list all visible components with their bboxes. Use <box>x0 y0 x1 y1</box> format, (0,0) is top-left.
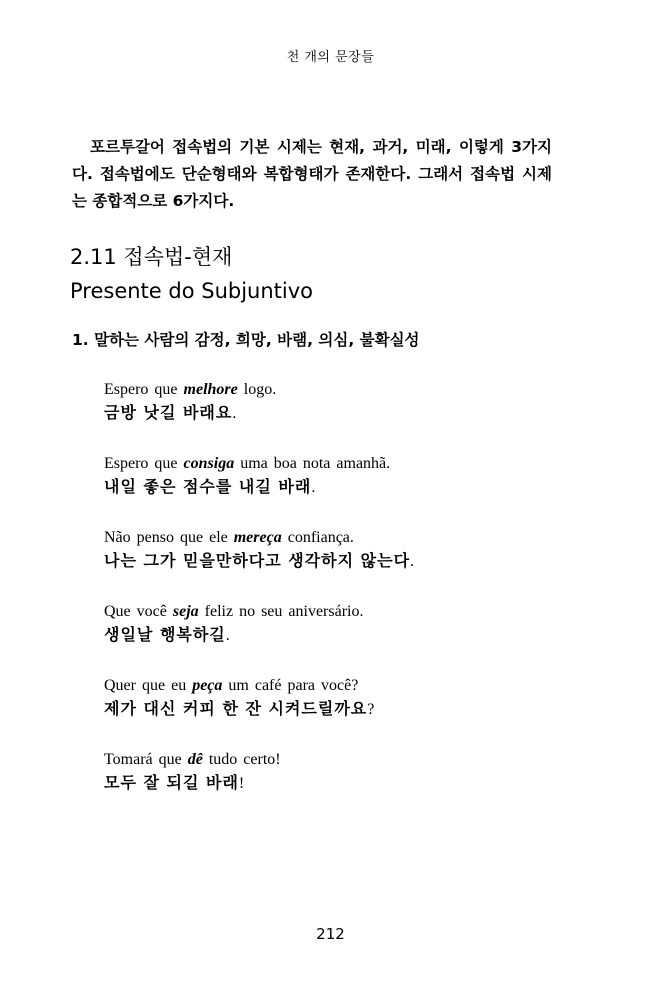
portuguese-sentence: Quer que eu peça um café para você? <box>104 677 359 694</box>
section-title-portuguese: Presente do Subjuntivo <box>70 279 314 303</box>
korean-translation: 내일 좋은 점수를 내길 바래. <box>104 477 317 496</box>
subjunctive-verb: melhore <box>183 381 238 398</box>
subsection-heading: 1. 말하는 사람의 감정, 희망, 바램, 의심, 불확실성 <box>72 331 420 349</box>
subjunctive-verb: seja <box>172 603 199 620</box>
portuguese-sentence: Espero que consiga uma boa nota amanhã. <box>104 455 391 472</box>
example-item <box>104 676 584 750</box>
example-item <box>104 602 584 676</box>
korean-translation: 생일날 행복하길. <box>104 625 231 644</box>
subjunctive-verb: mereça <box>233 529 282 546</box>
portuguese-sentence: Espero que melhore logo. <box>104 381 277 398</box>
page-number: 212 <box>316 925 345 943</box>
section-heading <box>70 240 590 308</box>
korean-translation: 모두 잘 되길 바래! <box>104 773 246 792</box>
korean-translation: 나는 그가 믿을만하다고 생각하지 않는다. <box>104 551 416 570</box>
section-title-korean: 2.11 접속법-현재 <box>70 245 233 269</box>
example-item <box>104 750 584 824</box>
example-item <box>104 528 584 602</box>
example-list <box>104 380 584 824</box>
subjunctive-verb: dê <box>187 751 203 768</box>
portuguese-sentence: Que você seja feliz no seu aniversário. <box>104 603 364 620</box>
portuguese-sentence: Não penso que ele mereça confiança. <box>104 529 354 546</box>
subjunctive-verb: consiga <box>183 455 235 472</box>
running-header: 천 개의 문장들 <box>286 50 375 65</box>
example-item <box>104 380 584 454</box>
portuguese-sentence: Tomará que dê tudo certo! <box>104 751 281 768</box>
subjunctive-verb: peça <box>192 677 223 694</box>
example-item <box>104 454 584 528</box>
korean-translation: 금방 낫길 바래요. <box>104 403 238 422</box>
intro-paragraph: 포르투갈어 접속법의 기본 시제는 현재, 과거, 미래, 이렇게 3가지다. 접속법에도 단순형태와 복합형태가 존재한다. 그래서 접속법 시제는 종합적으로 6가지다. <box>72 137 552 210</box>
korean-translation: 제가 대신 커피 한 잔 시켜드릴까요? <box>104 699 376 718</box>
